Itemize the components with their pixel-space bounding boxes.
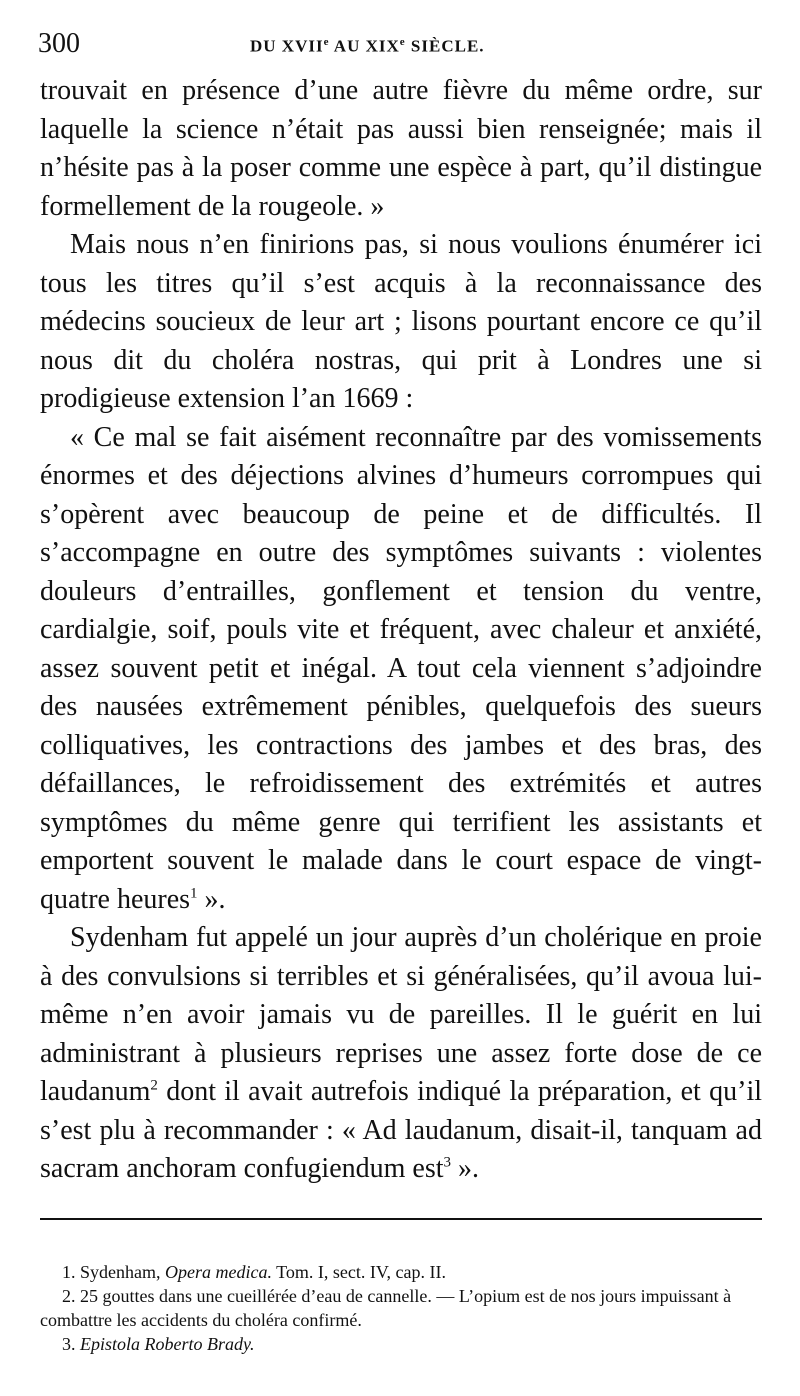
- footnotes: [40, 1260, 762, 1356]
- running-head-pre: DU XVII: [250, 36, 324, 56]
- running-head-post: SIÈCLE.: [405, 36, 485, 56]
- footnote-1-num: 1.: [62, 1262, 80, 1282]
- paragraph-continuation: trouvait en présence d’une autre fièvre du même ordre, sur laquelle la science n’était pas aussi bien renseignée; mais il n’hésite pas à la poser comme une espèce à part, qu’il distingue formellement de la rougeole. »: [40, 75, 762, 222]
- laudanum-text-a: Sydenham fut appelé un jour auprès d’un cholérique en proie à des convulsions si terribles et si généralisées, qu’il avoua lui-même n’en avoir jamais vu de pareilles. Il le guérit en lui administrant à plusieurs reprises une assez forte dose de ce laudanum: [40, 922, 762, 1107]
- paragraph-laudanum: [40, 919, 762, 1189]
- paragraph-cholera-intro: Mais nous n’en finirions pas, si nous voulions énumérer ici tous les titres qu’il s’est acquis à la reconnaissance des médecins soucieux de leur art ; lisons pourtant encore ce qu’il nous dit du choléra nostras, qui prit à Londres une si prodigieuse extension l’an 1669 :: [40, 229, 762, 414]
- footnote-1: [40, 1260, 762, 1284]
- footnote-2: 2. 25 gouttes dans une cueillérée d’eau de cannelle. — L’opium est de nos jours impuissant à combattre les accidents du choléra confirmé.: [40, 1286, 732, 1330]
- quote-text: « Ce mal se fait aisément reconnaître par des vomissements énormes et des déjections alvines d’humeurs corrompues qui s’opèrent avec beaucoup de peine et de difficultés. Il s’accompagne en outre des symptômes suivants : violentes douleurs d’entrailles, gonflement et tension du ventre, cardialgie, soif, pouls vite et fréquent, avec chaleur et anxiété, assez souvent petit et inégal. A tout cela viennent s’adjoindre des nausées extrêmement pénibles, quelquefois des sueurs colliquatives, les contractions des jambes et des bras, des défaillances, le refroidissement des extrémités et autres symptômes du même genre qui terrifient les assistants et emportent souvent le malade dans le court espace de vingt-quatre heures: [40, 421, 762, 915]
- footnote-ref-1: 1: [190, 885, 198, 902]
- running-head-sup-2: e: [399, 36, 406, 48]
- footnote-3-num: 3.: [62, 1334, 80, 1354]
- running-head: [250, 36, 485, 57]
- body-text: [40, 72, 762, 1189]
- laudanum-text-b: dont il avait autrefois indiqué la préparation, et qu’il s’est plu à recommander : « Ad laudanum, disait-il, tanquam ad sacram anchoram confugiendum est: [40, 1076, 762, 1184]
- quote-end: ».: [197, 883, 226, 915]
- footnote-ref-2: 2: [150, 1077, 158, 1094]
- footnote-1-rest: Tom. I, sect. IV, cap. II.: [271, 1262, 447, 1282]
- footnote-rule: [40, 1218, 762, 1220]
- footnote-1-italic: Opera medica.: [165, 1262, 272, 1282]
- paragraph-cholera-quote: [40, 419, 762, 920]
- footnote-ref-3: 3: [443, 1154, 452, 1171]
- footnote-1-text: Sydenham,: [80, 1262, 165, 1282]
- running-head-sup-1: e: [323, 36, 330, 48]
- laudanum-end: ».: [451, 1153, 480, 1184]
- footnote-3: [40, 1332, 762, 1356]
- footnote-3-italic: Epistola Roberto Brady.: [80, 1334, 255, 1354]
- running-head-mid: AU XIX: [329, 36, 400, 56]
- page-number: 300: [38, 28, 80, 59]
